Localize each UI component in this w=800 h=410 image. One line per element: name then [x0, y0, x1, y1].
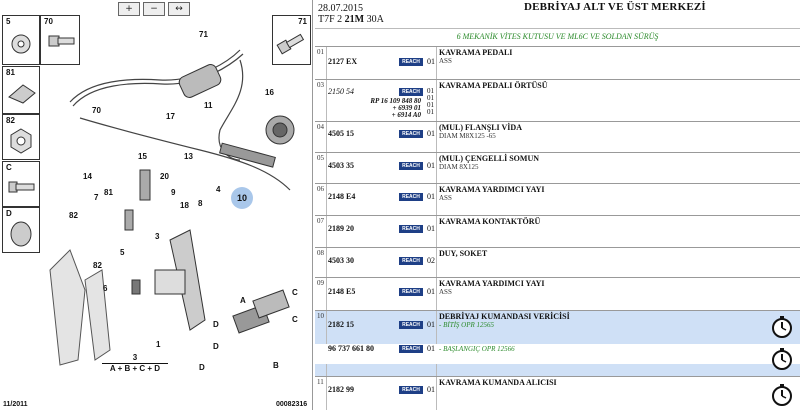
callout-label[interactable]: 6: [103, 284, 108, 293]
reach-badge[interactable]: REACH: [399, 321, 423, 329]
reach-badge[interactable]: REACH: [399, 193, 423, 201]
callout-label[interactable]: 71: [199, 30, 208, 39]
quantity: 01: [427, 320, 435, 329]
zoom-in-button[interactable]: +: [118, 2, 140, 16]
clutch-assembly-drawing: [40, 20, 312, 390]
part-description: (MUL) FLANŞLI VİDA: [439, 123, 522, 132]
reach-badge[interactable]: REACH: [399, 162, 423, 170]
part-description: KAVRAMA PEDALI: [439, 48, 513, 57]
row-index: 11: [317, 378, 324, 386]
detail-box-label: C: [6, 163, 12, 172]
parts-row[interactable]: [315, 277, 800, 310]
parts-row[interactable]: [315, 152, 800, 183]
catalog-date: 28.07.2015: [318, 3, 363, 14]
part-description: KAVRAMA PEDALI ÖRTÜSÜ: [439, 81, 548, 90]
page-subtitle: 6 MEKANİK VİTES KUTUSU VE ML6C VE SOLDAN SÜRÜŞ: [456, 32, 659, 41]
callout-label[interactable]: 5: [120, 248, 125, 257]
callout-label[interactable]: 8: [198, 199, 203, 208]
callout-label[interactable]: 18: [180, 201, 189, 210]
parts-row-selected[interactable]: [315, 310, 800, 376]
quantity: 01: [427, 344, 435, 353]
vehicle-code-suffix: 30A: [364, 14, 384, 25]
row-index: 07: [317, 217, 324, 225]
part-subdescription: DIAM 8X125: [439, 163, 479, 171]
vehicle-code-prefix: T7F 2: [318, 14, 345, 25]
labor-time-icon[interactable]: [770, 315, 794, 339]
parts-row[interactable]: [315, 376, 800, 410]
callout-label[interactable]: B: [273, 361, 279, 370]
part-number[interactable]: 96 737 661 80: [328, 344, 374, 353]
callout-label[interactable]: 81: [104, 188, 113, 197]
reach-badge[interactable]: REACH: [399, 88, 423, 96]
detail-box-label: 70: [44, 17, 53, 26]
parts-row[interactable]: [315, 247, 800, 277]
part-number[interactable]: 2182 99: [328, 385, 354, 394]
quantity: 01: [427, 108, 434, 116]
quantity: 01: [427, 129, 435, 138]
detail-box-82[interactable]: [2, 114, 40, 160]
callout-label[interactable]: 70: [92, 106, 101, 115]
callout-label[interactable]: 17: [166, 112, 175, 121]
reach-badge[interactable]: REACH: [399, 58, 423, 66]
reach-badge[interactable]: REACH: [399, 345, 423, 353]
callout-label[interactable]: 14: [83, 172, 92, 181]
labor-time-icon[interactable]: [770, 383, 794, 407]
alternate-quantities: [427, 88, 434, 116]
part-number[interactable]: 2150 54: [328, 87, 354, 96]
detail-box-label: 71: [298, 17, 307, 26]
callout-label[interactable]: D: [213, 320, 219, 329]
part-variant-start: - BAŞLANGIÇ OPR 12566: [439, 345, 515, 353]
part-subdescription: ASS: [439, 194, 452, 202]
part-description: KAVRAMA KUMANDA ALICISI: [439, 378, 557, 387]
part-number[interactable]: 2182 15: [328, 320, 354, 329]
pedal-pad-icon: [253, 290, 289, 318]
vehicle-code-bold: 21M: [344, 14, 365, 25]
detail-box-d[interactable]: [2, 207, 40, 253]
quantity: 01: [427, 287, 435, 296]
detail-box-c[interactable]: [2, 161, 40, 207]
detail-box-5[interactable]: [2, 15, 40, 65]
detail-box-81[interactable]: [2, 66, 40, 114]
header-divider: [315, 28, 800, 29]
part-number[interactable]: 4503 30: [328, 256, 354, 265]
part-number[interactable]: 2189 20: [328, 224, 354, 233]
callout-label[interactable]: 4: [216, 185, 221, 194]
callout-label[interactable]: 20: [160, 172, 169, 181]
part-variant-end: - BİTİŞ OPR 12565: [439, 321, 495, 329]
part-number[interactable]: 2148 E5: [328, 287, 356, 296]
callout-10-highlighted[interactable]: 10: [231, 187, 253, 209]
parts-row[interactable]: [315, 46, 800, 79]
parts-row[interactable]: [315, 79, 800, 121]
quantity: 01: [427, 94, 434, 102]
quantity: 01: [427, 87, 434, 95]
quantity: 01: [427, 101, 434, 109]
part-description: DUY, SOKET: [439, 249, 488, 258]
callout-label[interactable]: D: [199, 363, 205, 372]
row-index: 04: [317, 123, 324, 131]
detail-box-label: D: [6, 209, 12, 218]
callout-label[interactable]: 16: [265, 88, 274, 97]
part-description: DEBRİYAJ KUMANDASI VERİCİSİ: [439, 312, 570, 321]
formula-top: 3: [102, 353, 168, 364]
assembly-formula: [102, 353, 168, 373]
callout-label[interactable]: 82: [69, 211, 78, 220]
part-number[interactable]: 4503 35: [328, 161, 354, 170]
row-index: 06: [317, 185, 324, 193]
alternate-part-numbers: [359, 98, 421, 119]
callout-label[interactable]: 11: [204, 101, 213, 110]
formula-bottom: A + B + C + D: [109, 364, 161, 373]
row-index: 09: [317, 279, 324, 287]
reach-badge[interactable]: REACH: [399, 225, 423, 233]
part-number[interactable]: 4505 15: [328, 129, 354, 138]
vehicle-code: [318, 14, 384, 25]
zoom-fit-button[interactable]: ↔: [168, 2, 190, 16]
callout-label[interactable]: 82: [93, 261, 102, 270]
quantity: 01: [427, 192, 435, 201]
part-description: KAVRAMA YARDIMCI YAYI: [439, 279, 545, 288]
master-cylinder-icon: [177, 63, 223, 100]
quantity: 01: [427, 161, 435, 170]
zoom-out-button[interactable]: −: [143, 2, 165, 16]
reach-badge[interactable]: REACH: [399, 386, 423, 394]
callout-label[interactable]: 3: [155, 232, 160, 241]
part-subdescription: DIAM M8X125 -65: [439, 132, 496, 140]
row-index: 03: [317, 81, 324, 89]
parts-row[interactable]: [315, 183, 800, 215]
alternate-part-number[interactable]: + 6939 01: [392, 104, 421, 112]
detail-box-label: 82: [6, 116, 15, 125]
page-title: DEBRİYAJ ALT VE ÜST MERKEZİ: [524, 1, 706, 13]
row-index: 01: [317, 48, 324, 56]
part-number[interactable]: 2127 EX: [328, 57, 358, 66]
callout-label[interactable]: D: [213, 342, 219, 351]
row-index: 10: [317, 312, 324, 320]
part-description: (MUL) ÇENGELLİ SOMUN: [439, 154, 540, 163]
row-index: 05: [317, 154, 324, 162]
quantity: 02: [427, 256, 435, 265]
part-number[interactable]: 2148 E4: [328, 192, 356, 201]
reach-badge[interactable]: REACH: [399, 130, 423, 138]
callout-label[interactable]: C: [292, 288, 298, 297]
part-description: KAVRAMA KONTAKTÖRÜ: [439, 217, 541, 226]
labor-time-icon[interactable]: [770, 347, 794, 371]
row-index: 08: [317, 249, 324, 257]
callout-label[interactable]: 15: [138, 152, 147, 161]
parts-row[interactable]: [315, 215, 800, 247]
part-description: KAVRAMA YARDIMCI YAYI: [439, 185, 545, 194]
part-subdescription: ASS: [439, 57, 452, 65]
alternate-part-number[interactable]: RP 16 109 848 80: [370, 97, 421, 105]
part-subdescription: ASS: [439, 288, 452, 296]
diagram-date: 11/2011: [3, 401, 28, 408]
exploded-diagram-panel[interactable]: [0, 0, 313, 410]
detail-box-label: 5: [6, 17, 11, 26]
detail-box-label: 81: [6, 68, 15, 77]
callout-label[interactable]: 7: [94, 193, 99, 202]
diagram-reference: 00082316: [276, 401, 308, 408]
quantity: 01: [427, 57, 435, 66]
reach-badge[interactable]: REACH: [399, 257, 423, 265]
quantity: 01: [427, 385, 435, 394]
callout-label[interactable]: 1: [156, 340, 161, 349]
reach-badge[interactable]: REACH: [399, 288, 423, 296]
diagram-toolbar: [118, 2, 190, 16]
quantity: 01: [427, 224, 435, 233]
callout-label[interactable]: 13: [184, 152, 193, 161]
callout-label[interactable]: C: [292, 315, 298, 324]
alternate-part-number[interactable]: + 6914 A0: [391, 111, 421, 119]
parts-row[interactable]: [315, 121, 800, 152]
callout-label[interactable]: A: [240, 296, 246, 305]
parts-list-panel: [315, 0, 800, 410]
callout-label[interactable]: 9: [171, 188, 176, 197]
